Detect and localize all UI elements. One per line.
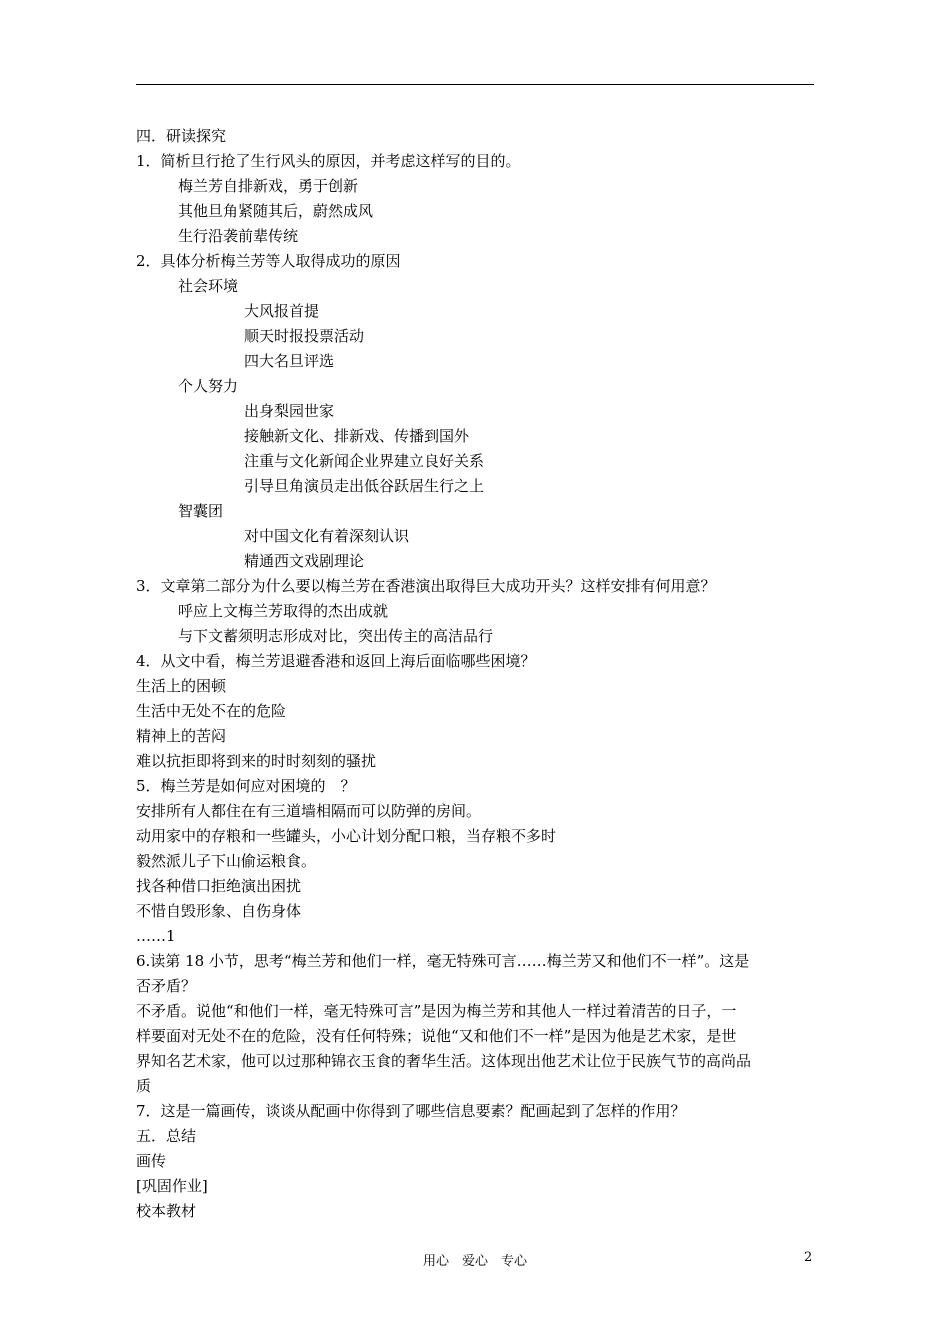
question-6-line: 6.读第 18 小节，思考“梅兰芳和他们一样，毫无特殊可言……梅兰芳又和他们不一样”。这是	[136, 952, 750, 970]
question-6-line: 否矛盾？	[136, 977, 197, 995]
section-heading: 五．总结	[136, 1127, 197, 1145]
answer-6-line: 样要面对无处不在的危险，没有任何特殊；说他“又和他们不一样”是因为他是艺术家，是世	[136, 1027, 737, 1045]
answer-line: ……1	[136, 927, 176, 945]
question-1: 1．简析旦行抢了生行风头的原因，并考虑这样写的目的。	[136, 152, 521, 170]
answer-line: 动用家中的存粮和一些罐头，小心计划分配口粮，当存粮不多时	[136, 827, 557, 845]
answer-line: 顺天时报投票活动	[244, 327, 365, 345]
question-5: 5．梅兰芳是如何应对困境的 ？	[136, 777, 356, 795]
answer-line: 出身梨园世家	[244, 402, 335, 420]
header-rule	[136, 84, 814, 85]
answer-line: 其他旦角紧随其后，蔚然成风	[178, 202, 374, 220]
question-7: 7．这是一篇画传，谈谈从配画中你得到了哪些信息要素？配画起到了怎样的作用？	[136, 1102, 686, 1120]
homework-heading: [巩固作业]	[136, 1177, 208, 1195]
answer-line: 精通西文戏剧理论	[244, 552, 365, 570]
answer-line: 找各种借口拒绝演出困扰	[136, 877, 302, 895]
answer-line: 注重与文化新闻企业界建立良好关系	[244, 452, 485, 470]
answer-line: 对中国文化有着深刻认识	[244, 527, 410, 545]
question-3: 3．文章第二部分为什么要以梅兰芳在香港演出取得巨大成功开头？这样安排有何用意？	[136, 577, 716, 595]
answer-6	[136, 999, 816, 1099]
answer-line: 生活上的困顿	[136, 677, 227, 695]
answer-line: 生活中无处不在的危险	[136, 702, 287, 720]
answer-line: 大风报首提	[244, 302, 320, 320]
answer-line: 不惜自毁形象、自伤身体	[136, 902, 302, 920]
answer-line: 毅然派儿子下山偷运粮食。	[136, 852, 317, 870]
answer-line: 精神上的苦闷	[136, 727, 227, 745]
answer-line: 四大名旦评选	[244, 352, 335, 370]
subheading: 社会环境	[178, 277, 239, 295]
answer-line: 呼应上文梅兰芳取得的杰出成就	[178, 602, 389, 620]
answer-6-line: 界知名艺术家，他可以过那种锦衣玉食的奢华生活。这体现出他艺术让位于民族气节的高尚品	[136, 1052, 752, 1070]
page-number: 2	[804, 1250, 813, 1265]
answer-line: 引导旦角演员走出低谷跃居生行之上	[244, 477, 485, 495]
question-2: 2．具体分析梅兰芳等人取得成功的原因	[136, 252, 401, 270]
document-body	[136, 124, 816, 1224]
answer-line: 难以抗拒即将到来的时时刻刻的骚扰	[136, 752, 377, 770]
section-heading: 四．研读探究	[136, 127, 227, 145]
answer-line: 与下文蓄须明志形成对比，突出传主的高洁品行	[178, 627, 494, 645]
summary-line: 画传	[136, 1152, 167, 1170]
answer-line: 生行沿袭前辈传统	[178, 227, 299, 245]
answer-line: 安排所有人都住在有三道墙相隔而可以防弹的房间。	[136, 802, 482, 820]
answer-6-line: 不矛盾。说他“和他们一样，毫无特殊可言”是因为梅兰芳和其他人一样过着清苦的日子，一	[136, 1002, 737, 1020]
homework-line: 校本教材	[136, 1202, 197, 1220]
answer-line: 梅兰芳自排新戏，勇于创新	[178, 177, 359, 195]
answer-line: 接触新文化、排新戏、传播到国外	[244, 427, 470, 445]
question-4: 4．从文中看，梅兰芳退避香港和返回上海后面临哪些困境？	[136, 652, 536, 670]
answer-6-line: 质	[136, 1077, 152, 1095]
subheading: 个人努力	[178, 377, 239, 395]
question-6	[136, 949, 816, 999]
footer-slogan: 用心 爱心 专心	[422, 1254, 527, 1269]
subheading: 智囊团	[178, 502, 224, 520]
